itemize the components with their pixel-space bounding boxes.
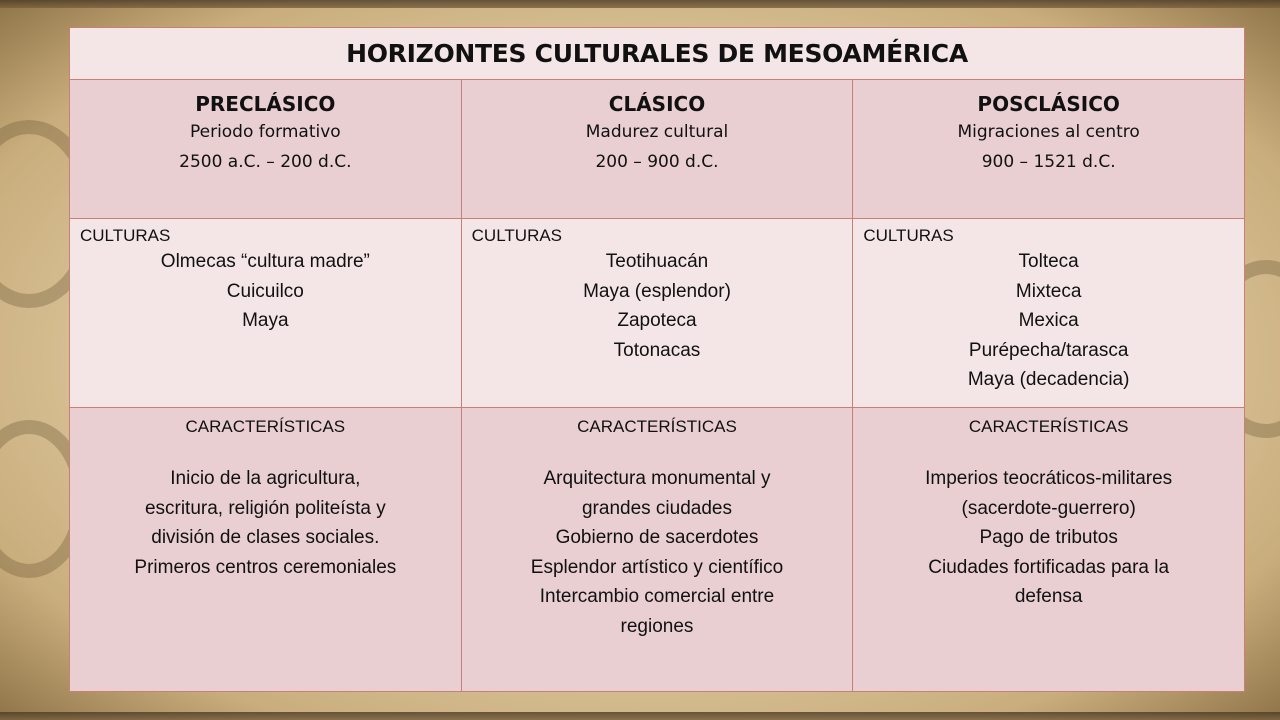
period-cell-posclasico <box>853 80 1245 219</box>
characteristic-line: Gobierno de sacerdotes <box>555 527 759 548</box>
horizons-table <box>69 27 1245 692</box>
cultures-list <box>70 247 461 336</box>
culture-item: Olmecas “cultura madre” <box>160 251 370 272</box>
characteristics-cell-clasico <box>461 408 853 692</box>
culture-item: Purépecha/tarasca <box>968 339 1129 361</box>
cultures-label: CULTURAS <box>80 226 171 245</box>
period-name: POSCLÁSICO <box>977 92 1120 116</box>
characteristics-label: CARACTERÍSTICAS <box>185 417 346 436</box>
culture-item: Zapoteca <box>617 310 697 331</box>
characteristics-label: CARACTERÍSTICAS <box>577 417 737 436</box>
cultures-row <box>70 219 1245 408</box>
characteristics-label: CARACTERÍSTICAS <box>968 417 1129 436</box>
characteristics-text <box>70 464 461 582</box>
characteristics-cell-posclasico <box>853 408 1245 692</box>
culture-item: Mixteca <box>1015 280 1082 302</box>
culture-item: Tolteca <box>1018 251 1079 272</box>
characteristic-line: Imperios teocráticos-militares <box>925 468 1173 489</box>
culture-item: Maya <box>242 310 289 331</box>
characteristic-line: Esplendor artístico y científico <box>530 556 784 578</box>
cultures-cell-clasico <box>461 219 853 408</box>
characteristic-line: Inicio de la agricultura, <box>170 468 361 489</box>
characteristics-text <box>462 464 853 641</box>
characteristics-row <box>70 408 1245 692</box>
culture-item: Totonacas <box>613 339 701 361</box>
characteristics-cell-preclasico <box>70 408 462 692</box>
culture-item: Teotihuacán <box>605 251 709 272</box>
characteristic-line: Pago de tributos <box>979 527 1118 548</box>
characteristic-line: Intercambio comercial entre <box>539 586 775 607</box>
title-row <box>70 28 1245 80</box>
period-cell-clasico <box>461 80 853 219</box>
characteristics-text <box>853 464 1244 612</box>
culture-item: Maya (esplendor) <box>583 280 731 302</box>
cultures-list <box>462 247 853 365</box>
period-cell-preclasico <box>70 80 462 219</box>
top-frame-line <box>0 0 1280 8</box>
culture-item: Maya (decadencia) <box>967 369 1130 390</box>
characteristic-line: división de clases sociales. <box>151 527 380 548</box>
characteristic-line: Ciudades fortificadas para la <box>928 556 1170 578</box>
period-subtitle: Periodo formativo <box>189 122 341 142</box>
cultures-cell-preclasico <box>70 219 462 408</box>
table-title: HORIZONTES CULTURALES DE MESOAMÉRICA <box>70 28 1245 80</box>
period-range: 200 – 900 d.C. <box>595 152 719 172</box>
characteristic-line: regiones <box>620 615 694 637</box>
period-subtitle: Migraciones al centro <box>957 122 1140 142</box>
period-name: PRECLÁSICO <box>195 92 336 116</box>
cultures-cell-posclasico <box>853 219 1245 408</box>
period-name: CLÁSICO <box>608 92 706 116</box>
characteristic-line: defensa <box>1014 586 1083 607</box>
period-row <box>70 80 1245 219</box>
period-range: 2500 a.C. – 200 d.C. <box>179 152 352 172</box>
culture-item: Cuicuilco <box>226 280 304 302</box>
characteristic-line: escritura, religión politeísta y <box>144 497 386 519</box>
characteristic-line: Arquitectura monumental y <box>543 468 771 489</box>
bottom-frame-line <box>0 712 1280 720</box>
period-range: 900 – 1521 d.C. <box>981 152 1116 172</box>
cultures-list <box>853 247 1244 395</box>
characteristic-line: grandes ciudades <box>581 497 732 519</box>
characteristic-line: Primeros centros ceremoniales <box>134 556 397 578</box>
culture-item: Mexica <box>1018 310 1079 331</box>
characteristic-line: (sacerdote-guerrero) <box>961 497 1136 519</box>
cultures-label: CULTURAS <box>471 226 563 245</box>
cultures-label: CULTURAS <box>863 226 954 245</box>
period-subtitle: Madurez cultural <box>585 122 729 142</box>
